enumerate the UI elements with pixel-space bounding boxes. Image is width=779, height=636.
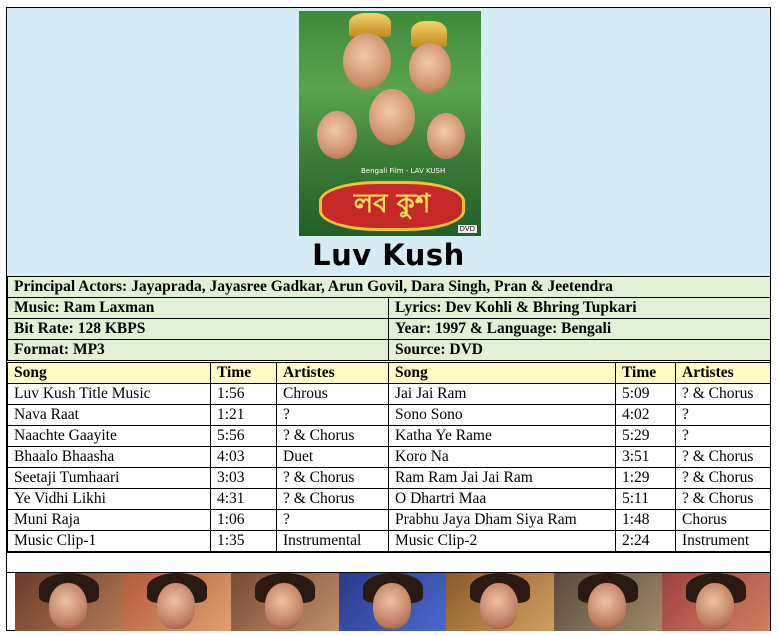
song-artistes: ? & Chorus [277, 468, 389, 489]
song-row [8, 447, 771, 468]
film-still [123, 573, 231, 631]
song-time: 4:03 [211, 447, 277, 468]
right-artistes-header: Artistes [676, 363, 771, 384]
song-title: Naachte Gaayite [8, 426, 211, 447]
film-still [231, 573, 339, 631]
song-artistes: ? & Chorus [676, 447, 771, 468]
song-artistes: Instrumental [277, 531, 389, 552]
song-artistes: ? [676, 405, 771, 426]
film-still [554, 573, 662, 631]
song-time: 5:11 [616, 489, 676, 510]
song-artistes: ? & Chorus [676, 468, 771, 489]
music-cell: Music: Ram Laxman [8, 298, 389, 319]
song-artistes: ? & Chorus [277, 489, 389, 510]
spacer-row [7, 552, 770, 573]
song-time: 2:24 [616, 531, 676, 552]
page-frame [6, 7, 771, 631]
song-row [8, 384, 771, 405]
song-row [8, 489, 771, 510]
song-title: Jai Jai Ram [389, 384, 616, 405]
song-title: Ram Ram Jai Jai Ram [389, 468, 616, 489]
right-time-header: Time [616, 363, 676, 384]
format-cell: Format: MP3 [8, 340, 389, 361]
song-time: 5:29 [616, 426, 676, 447]
song-title: Sono Sono [389, 405, 616, 426]
poster-face [369, 89, 415, 145]
film-still [662, 573, 770, 631]
actors-cell: Principal Actors: Jayaprada, Jayasree Gadkar, Arun Govil, Dara Singh, Pran & Jeetendra [8, 277, 771, 298]
song-time: 3:51 [616, 447, 676, 468]
songs-table [7, 362, 771, 552]
screenshot-strip [15, 573, 770, 631]
song-title: O Dhartri Maa [389, 489, 616, 510]
song-artistes: Instrument [676, 531, 771, 552]
info-table [7, 276, 771, 361]
song-row [8, 426, 771, 447]
poster-face [409, 43, 451, 93]
song-time: 1:06 [211, 510, 277, 531]
song-title: Muni Raja [8, 510, 211, 531]
bitrate-cell: Bit Rate: 128 KBPS [8, 319, 389, 340]
song-title: Prabhu Jaya Dham Siya Ram [389, 510, 616, 531]
song-time: 1:29 [616, 468, 676, 489]
song-title: Music Clip-2 [389, 531, 616, 552]
song-artistes: ? & Chorus [277, 426, 389, 447]
song-title: Katha Ye Rame [389, 426, 616, 447]
song-time: 5:56 [211, 426, 277, 447]
song-artistes: Chrous [277, 384, 389, 405]
song-time: 4:31 [211, 489, 277, 510]
poster-face [343, 33, 391, 89]
source-cell: Source: DVD [389, 340, 771, 361]
song-time: 1:35 [211, 531, 277, 552]
film-still [15, 573, 123, 631]
poster-caption: Bengali Film - LAV KUSH [361, 167, 446, 175]
poster-face [317, 111, 357, 159]
song-title: Koro Na [389, 447, 616, 468]
poster-banner: লব কুশ [319, 181, 465, 231]
song-title: Music Clip-1 [8, 531, 211, 552]
song-title: Luv Kush Title Music [8, 384, 211, 405]
song-title: Seetaji Tumhaari [8, 468, 211, 489]
right-song-header: Song [389, 363, 616, 384]
left-time-header: Time [211, 363, 277, 384]
song-time: 1:21 [211, 405, 277, 426]
left-artistes-header: Artistes [277, 363, 389, 384]
film-still [446, 573, 554, 631]
song-artistes: ? [277, 405, 389, 426]
left-song-header: Song [8, 363, 211, 384]
song-title: Bhaalo Bhaasha [8, 447, 211, 468]
film-still [339, 573, 447, 631]
movie-poster [299, 11, 481, 236]
song-row [8, 468, 771, 489]
songs-header-row [8, 363, 771, 384]
song-row [8, 405, 771, 426]
lyrics-cell: Lyrics: Dev Kohli & Bhring Tupkari [389, 298, 771, 319]
song-artistes: ? [676, 426, 771, 447]
header-panel [7, 8, 770, 277]
year-language-cell: Year: 1997 & Language: Bengali [389, 319, 771, 340]
poster-face [427, 113, 465, 159]
song-artistes: ? & Chorus [676, 489, 771, 510]
song-artistes: Duet [277, 447, 389, 468]
song-time: 3:03 [211, 468, 277, 489]
song-artistes: ? & Chorus [676, 384, 771, 405]
song-title: Nava Raat [8, 405, 211, 426]
song-row [8, 510, 771, 531]
song-artistes: Chorus [676, 510, 771, 531]
page-title: Luv Kush [312, 238, 465, 272]
song-time: 4:02 [616, 405, 676, 426]
song-row [8, 531, 771, 552]
song-time: 1:56 [211, 384, 277, 405]
song-time: 5:09 [616, 384, 676, 405]
song-artistes: ? [277, 510, 389, 531]
song-time: 1:48 [616, 510, 676, 531]
song-title: Ye Vidhi Likhi [8, 489, 211, 510]
poster-dvd-badge: DVD [459, 225, 475, 233]
